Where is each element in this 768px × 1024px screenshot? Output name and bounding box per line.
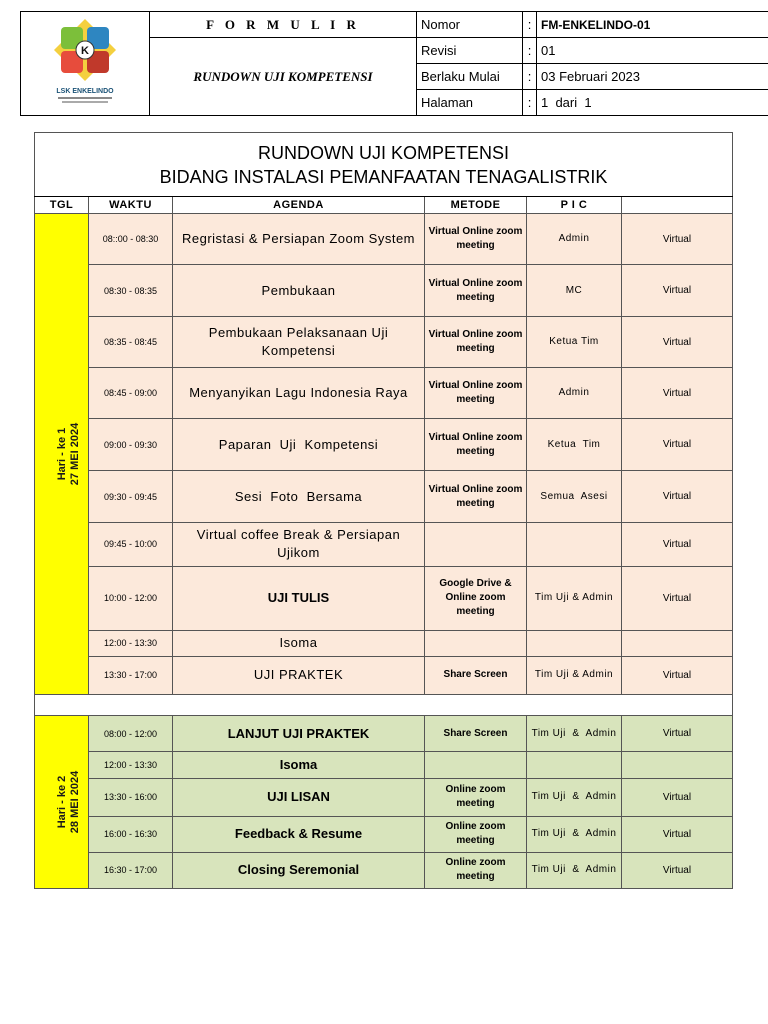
pic-cell: Tim Uji & Admin [527, 779, 622, 816]
agenda-cell: Regristasi & Persiapan Zoom System [173, 214, 425, 265]
day-date: 27 MEI 2024 [69, 422, 82, 485]
logo-caption: LSK ENKELINDO [56, 88, 114, 95]
field-label-nomor: Nomor [417, 12, 523, 38]
time-cell: 08:00 - 12:00 [89, 716, 173, 752]
agenda-cell: Isoma [173, 630, 425, 656]
col-header-metode: METODE [425, 197, 527, 214]
method-cell: Virtual Online zoom meeting [425, 265, 527, 317]
schedule-row [35, 368, 733, 419]
agenda-cell: Sesi Foto Bersama [173, 471, 425, 522]
mode-cell: Virtual [622, 317, 733, 368]
time-cell: 12:00 - 13:30 [89, 752, 173, 779]
agenda-cell: Virtual coffee Break & Persiapan Ujikom [173, 522, 425, 566]
agenda-cell: Isoma [173, 752, 425, 779]
time-cell: 08:35 - 08:45 [89, 317, 173, 368]
agenda-cell: Closing Seremonial [173, 852, 425, 888]
method-cell: Online zoom meeting [425, 816, 527, 852]
method-cell [425, 522, 527, 566]
col-header-tgl: TGL [35, 197, 89, 214]
mode-cell [622, 630, 733, 656]
col-header-pic: P I C [527, 197, 622, 214]
method-cell: Virtual Online zoom meeting [425, 419, 527, 471]
rundown-table [34, 132, 733, 889]
pic-cell: Semua Asesi [527, 471, 622, 522]
rundown-title-line2: BIDANG INSTALASI PEMANFAATAN TENAGALISTRIK [159, 166, 608, 187]
agenda-cell: UJI LISAN [173, 779, 425, 816]
agenda-cell: Pembukaan Pelaksanaan Uji Kompetensi [173, 317, 425, 368]
mode-cell: Virtual [622, 265, 733, 317]
method-cell: Online zoom meeting [425, 779, 527, 816]
mode-cell [622, 752, 733, 779]
rundown-title-line1: RUNDOWN UJI KOMPETENSI [257, 142, 509, 163]
pic-cell: MC [527, 265, 622, 317]
day1-section [35, 214, 733, 695]
method-cell: Share Screen [425, 656, 527, 694]
pic-cell: Ketua Tim [527, 419, 622, 471]
day-date: 28 MEI 2024 [69, 770, 82, 833]
time-cell: 08:45 - 09:00 [89, 368, 173, 419]
field-label-revisi: Revisi [417, 38, 523, 64]
field-value-berlaku: 03 Februari 2023 [537, 64, 768, 90]
form-label: F O R M U L I R [150, 12, 417, 38]
agenda-cell: UJI TULIS [173, 566, 425, 630]
method-cell: Google Drive & Online zoom meeting [425, 566, 527, 630]
pic-cell [527, 630, 622, 656]
field-value-nomor: FM-ENKELINDO-01 [537, 12, 768, 38]
logo-cell [21, 12, 150, 116]
pic-cell [527, 522, 622, 566]
pic-cell: Tim Uji & Admin [527, 716, 622, 752]
schedule-row [35, 656, 733, 694]
col-header-waktu: WAKTU [89, 197, 173, 214]
lsk-enkelindo-logo [48, 17, 122, 107]
time-cell: 08:30 - 08:35 [89, 265, 173, 317]
time-cell: 09:30 - 09:45 [89, 471, 173, 522]
agenda-cell: Pembukaan [173, 265, 425, 317]
schedule-row [35, 317, 733, 368]
pic-cell: Tim Uji & Admin [527, 852, 622, 888]
schedule-row [35, 566, 733, 630]
schedule-row [35, 522, 733, 566]
pic-cell: Tim Uji & Admin [527, 566, 622, 630]
mode-cell: Virtual [622, 779, 733, 816]
day2-section [35, 716, 733, 889]
day2-date-label [35, 716, 89, 889]
method-cell: Virtual Online zoom meeting [425, 214, 527, 265]
time-cell: 10:00 - 12:00 [89, 566, 173, 630]
schedule-row [35, 752, 733, 779]
column-header-row [35, 197, 733, 214]
agenda-cell: UJI PRAKTEK [173, 656, 425, 694]
time-cell: 13:30 - 17:00 [89, 656, 173, 694]
schedule-row [35, 630, 733, 656]
pic-cell: Tim Uji & Admin [527, 656, 622, 694]
day-label: Hari - ke 2 [56, 775, 69, 828]
agenda-cell: Menyanyikan Lagu Indonesia Raya [173, 368, 425, 419]
method-cell [425, 752, 527, 779]
field-value-revisi: 01 [537, 38, 768, 64]
schedule-row [35, 716, 733, 752]
time-cell: 16:30 - 17:00 [89, 852, 173, 888]
mode-cell: Virtual [622, 368, 733, 419]
time-cell: 09:00 - 09:30 [89, 419, 173, 471]
agenda-cell: LANJUT UJI PRAKTEK [173, 716, 425, 752]
time-cell: 09:45 - 10:00 [89, 522, 173, 566]
schedule-row [35, 779, 733, 816]
mode-cell: Virtual [622, 716, 733, 752]
schedule-row [35, 852, 733, 888]
schedule-row [35, 471, 733, 522]
col-header-agenda: AGENDA [173, 197, 425, 214]
method-cell: Virtual Online zoom meeting [425, 317, 527, 368]
method-cell: Virtual Online zoom meeting [425, 471, 527, 522]
mode-cell: Virtual [622, 214, 733, 265]
pic-cell: Ketua Tim [527, 317, 622, 368]
pic-cell: Admin [527, 214, 622, 265]
mode-cell: Virtual [622, 419, 733, 471]
time-cell: 12:00 - 13:30 [89, 630, 173, 656]
mode-cell: Virtual [622, 566, 733, 630]
mode-cell: Virtual [622, 852, 733, 888]
day1-date-label [35, 214, 89, 695]
field-value-halaman: 1 dari 1 [537, 90, 768, 116]
pic-cell: Tim Uji & Admin [527, 816, 622, 852]
mode-cell: Virtual [622, 471, 733, 522]
time-cell: 16:00 - 16:30 [89, 816, 173, 852]
field-label-berlaku: Berlaku Mulai [417, 64, 523, 90]
agenda-cell: Paparan Uji Kompetensi [173, 419, 425, 471]
document-title: RUNDOWN UJI KOMPETENSI [150, 38, 417, 116]
mode-cell: Virtual [622, 522, 733, 566]
method-cell: Online zoom meeting [425, 852, 527, 888]
schedule-row [35, 816, 733, 852]
field-label-halaman: Halaman [417, 90, 523, 116]
pic-cell [527, 752, 622, 779]
mode-cell: Virtual [622, 656, 733, 694]
rundown-title [35, 133, 733, 197]
pic-cell: Admin [527, 368, 622, 419]
logo-letter: K [81, 45, 89, 57]
form-header-table: K LSK ENKELINDO F O R M U L I R Nomor : FM-ENKELINDO-01 RUNDOWN UJI KOMPETENSI Revisi : 01 Berlaku Mulai : 03 Februari 2023 Halaman : 1 dari 1 [20, 11, 768, 116]
schedule-row [35, 419, 733, 471]
schedule-row [35, 214, 733, 265]
section-spacer [35, 695, 733, 716]
mode-cell: Virtual [622, 816, 733, 852]
time-cell: 13:30 - 16:00 [89, 779, 173, 816]
method-cell: Share Screen [425, 716, 527, 752]
method-cell [425, 630, 527, 656]
schedule-row [35, 265, 733, 317]
day-label: Hari - ke 1 [56, 427, 69, 480]
method-cell: Virtual Online zoom meeting [425, 368, 527, 419]
col-header-blank [622, 197, 733, 214]
agenda-cell: Feedback & Resume [173, 816, 425, 852]
time-cell: 08::00 - 08:30 [89, 214, 173, 265]
